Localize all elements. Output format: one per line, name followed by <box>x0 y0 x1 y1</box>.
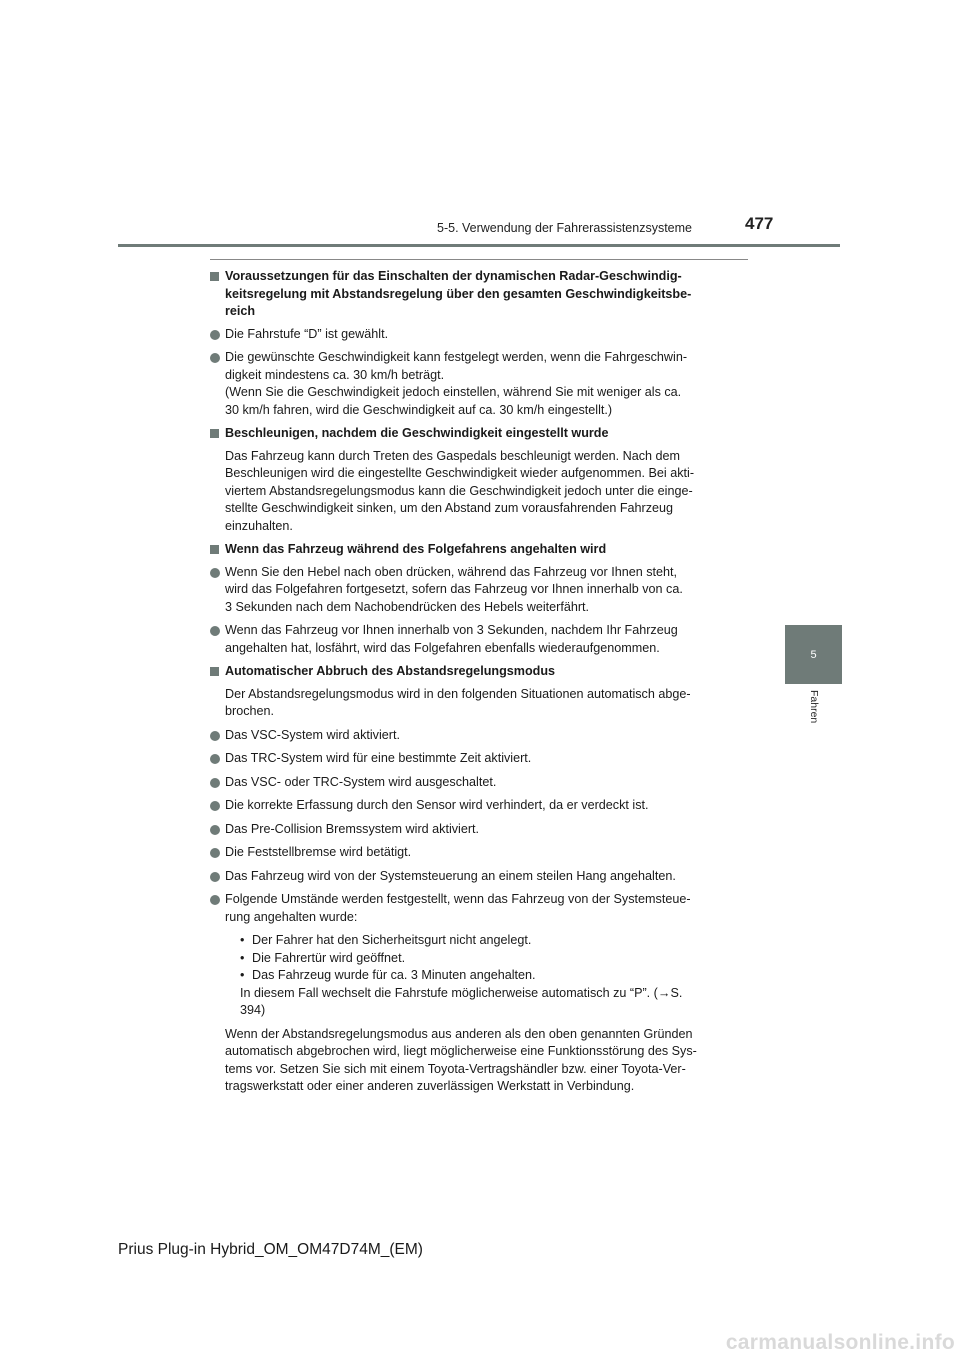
heading-line: keitsregelung mit Abstandsregelung über den gesamten Geschwindigkeitsbe- <box>225 286 692 301</box>
bullet-line: digkeit mindestens ca. 30 km/h beträgt. <box>225 367 445 382</box>
sub-item-text: Der Fahrer hat den Sicherheitsgurt nicht angelegt. <box>252 933 532 947</box>
bullet-item <box>210 349 748 419</box>
bullet-item <box>210 774 748 792</box>
paragraph-line: tragswerkstatt oder einer anderen zuverlässigen Werkstatt in Verbindung. <box>225 1079 635 1093</box>
paragraph-line: Das Fahrzeug kann durch Treten des Gaspedals beschleunigt werden. Nach dem <box>225 448 681 463</box>
bullet-item <box>210 727 748 745</box>
section-acceleration <box>210 425 748 535</box>
page-number: 477 <box>745 214 774 233</box>
dot-bullet-icon: • <box>240 933 245 947</box>
bullet-line: Das Pre-Collision Bremssystem wird aktiviert. <box>225 821 480 836</box>
chapter-number: 5 <box>810 648 817 661</box>
sub-list-item <box>240 932 748 950</box>
sub-item-text: Die Fahrertür wird geöffnet. <box>252 950 406 965</box>
section-auto-cancel <box>210 663 748 1096</box>
sub-note-line: 394) <box>240 1003 266 1017</box>
sub-item-text: Das Fahrzeug wurde für ca. 3 Minuten angehalten. <box>252 968 536 982</box>
closing-paragraph <box>210 1026 748 1096</box>
paragraph-line: stellte Geschwindigkeit sinken, um den Abstand zum vorausfahrenden Fahrzeug <box>225 501 674 515</box>
bullet-item <box>210 750 748 768</box>
bullet-line: Das TRC-System wird für eine bestimmte Zeit aktiviert. <box>225 751 532 765</box>
bullet-item <box>210 797 748 815</box>
bullet-item <box>210 821 748 839</box>
heading-text: Beschleunigen, nachdem die Geschwindigkeit eingestellt wurde <box>225 426 609 440</box>
square-bullet-icon <box>210 545 219 554</box>
bullet-item <box>210 868 748 886</box>
chapter-name: Fahren <box>808 690 820 724</box>
sub-list <box>210 932 748 1020</box>
paragraph-line: Wenn der Abstandsregelungsmodus aus anderen als den oben genannten Gründen <box>225 1026 693 1041</box>
paragraph-line: viertem Abstandsregelungsmodus kann die Geschwindigkeit jedoch unter die einge- <box>225 483 693 498</box>
paragraph-line: automatisch abgebrochen wird, liegt möglicherweise eine Funktionsstörung des Sys- <box>225 1044 697 1058</box>
dot-bullet-icon: • <box>240 950 245 965</box>
bullet-line: Das VSC-System wird aktiviert. <box>225 727 400 742</box>
circle-bullet-icon <box>210 825 220 835</box>
section-heading <box>210 541 748 559</box>
circle-bullet-icon <box>210 330 220 340</box>
dot-bullet-icon: • <box>240 968 245 982</box>
heading-line: Voraussetzungen für das Einschalten der dynamischen Radar-Geschwindig- <box>225 269 682 283</box>
section-heading <box>210 663 748 681</box>
content-rule <box>210 259 748 260</box>
circle-bullet-icon <box>210 872 220 882</box>
section-heading <box>210 425 748 443</box>
circle-bullet-icon <box>210 801 220 811</box>
paragraph-line: tems vor. Setzen Sie sich mit einem Toyota-Vertragshändler bzw. einer Toyota-Ver- <box>225 1061 686 1076</box>
bullet-item <box>210 622 748 657</box>
paragraph <box>210 686 748 721</box>
circle-bullet-icon <box>210 626 220 636</box>
paragraph-line: einzuhalten. <box>225 518 293 533</box>
square-bullet-icon <box>210 667 219 676</box>
paragraph-line: Der Abstandsregelungsmodus wird in den folgenden Situationen automatisch abge- <box>225 686 691 701</box>
bullet-line: wird das Folgefahren fortgesetzt, sofern das Fahrzeug vor Ihnen innerhalb von ca. <box>225 582 683 596</box>
bullet-item <box>210 844 748 862</box>
bullet-line: (Wenn Sie die Geschwindigkeit jedoch einstellen, während Sie mit weniger als ca. <box>225 385 682 399</box>
section-conditions <box>210 268 748 419</box>
circle-bullet-icon <box>210 754 220 764</box>
circle-bullet-icon <box>210 895 220 905</box>
sub-list-item <box>240 950 748 968</box>
paragraph <box>210 448 748 536</box>
bullet-item <box>210 891 748 926</box>
bullet-line: 3 Sekunden nach dem Nachobendrücken des Hebels weiterfährt. <box>225 599 590 614</box>
sub-note <box>240 985 748 1020</box>
square-bullet-icon <box>210 272 219 281</box>
footer-document-id: Prius Plug-in Hybrid_OM_OM47D74M_(EM) <box>118 1241 423 1258</box>
square-bullet-icon <box>210 429 219 438</box>
circle-bullet-icon <box>210 731 220 741</box>
heading-text <box>225 268 748 321</box>
bullet-line: Die Fahrstufe “D” ist gewählt. <box>225 326 389 341</box>
header-section-title: 5-5. Verwendung der Fahrerassistenzsysteme <box>437 221 692 235</box>
chapter-tab[interactable] <box>785 625 842 684</box>
bullet-line: Wenn das Fahrzeug vor Ihnen innerhalb von 3 Sekunden, nachdem Ihr Fahrzeug <box>225 623 678 637</box>
bullet-line: Das Fahrzeug wird von der Systemsteuerung an einem steilen Hang angehalten. <box>225 868 676 883</box>
heading-line: reich <box>225 304 256 318</box>
paragraph-line: Beschleunigen wird die eingestellte Geschwindigkeit wieder aufgenommen. Bei akti- <box>225 466 695 480</box>
circle-bullet-icon <box>210 778 220 788</box>
bullet-line: Wenn Sie den Hebel nach oben drücken, während das Fahrzeug vor Ihnen steht, <box>225 564 678 579</box>
bullet-item <box>210 326 748 344</box>
bullet-line: angehalten hat, losfährt, wird das Folgefahren ebenfalls wiederaufgenommen. <box>225 640 660 655</box>
heading-text: Wenn das Fahrzeug während des Folgefahrens angehalten wird <box>225 542 607 556</box>
circle-bullet-icon <box>210 848 220 858</box>
bullet-line: rung angehalten wurde: <box>225 909 358 924</box>
bullet-line: Die Feststellbremse wird betätigt. <box>225 845 412 859</box>
heading-text: Automatischer Abbruch des Abstandsregelungsmodus <box>225 664 556 678</box>
bullet-line: Das VSC- oder TRC-System wird ausgeschaltet. <box>225 774 497 789</box>
bullet-line: Die korrekte Erfassung durch den Sensor wird verhindert, da er verdeckt ist. <box>225 798 649 812</box>
header-rule <box>118 244 840 247</box>
section-heading <box>210 268 748 321</box>
content <box>210 268 748 1102</box>
sub-note-line: In diesem Fall wechselt die Fahrstufe möglicherweise automatisch zu “P”. (→S. <box>240 985 683 1000</box>
watermark[interactable]: carmanualsonline.info <box>725 1331 955 1354</box>
bullet-item <box>210 564 748 617</box>
sub-list-item <box>240 967 748 985</box>
circle-bullet-icon <box>210 353 220 363</box>
bullet-line: Folgende Umstände werden festgestellt, wenn das Fahrzeug von der Systemsteue- <box>225 892 691 906</box>
circle-bullet-icon <box>210 568 220 578</box>
paragraph-line: brochen. <box>225 704 275 718</box>
bullet-line: Die gewünschte Geschwindigkeit kann festgelegt werden, wenn die Fahrgeschwin- <box>225 350 688 364</box>
section-stopped-following <box>210 541 748 657</box>
bullet-line: 30 km/h fahren, wird die Geschwindigkeit auf ca. 30 km/h eingestellt.) <box>225 402 613 417</box>
